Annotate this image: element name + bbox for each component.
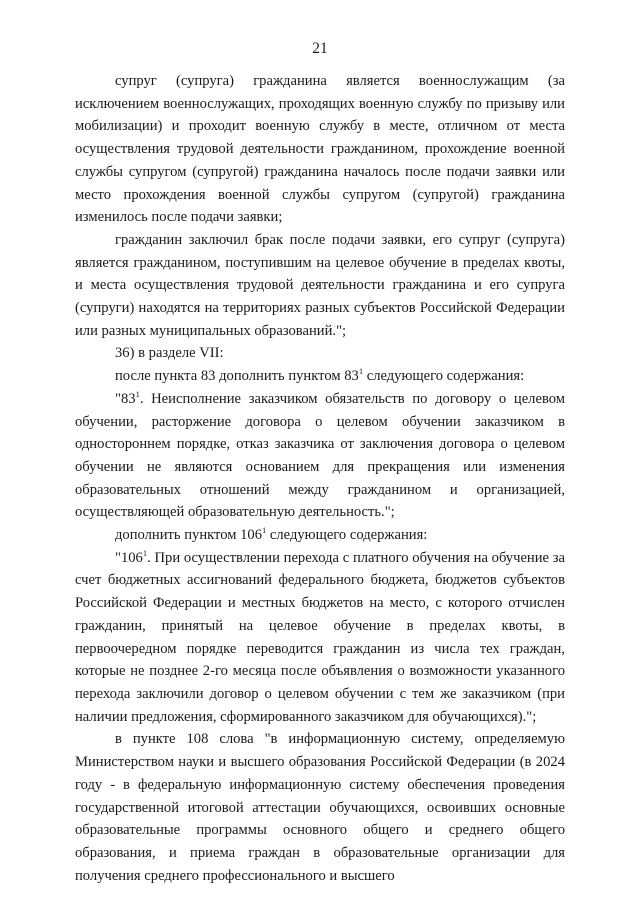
paragraph-point-83-1-text bbox=[75, 388, 565, 524]
paragraph-point-108-amendment: в пункте 108 слова "в информационную систему, определяемую Министерством науки и высшего образования Российской Федерации (в 2024 году - в федеральную информационную систему обеспечения проведения государственной итоговой аттестации обучающихся, освоивших основные образовательные программы основного общего и среднего общего образования, и приема граждан в образовательные организации для получения среднего профессионального и высшего bbox=[75, 731, 565, 884]
paragraph-text-after-sup: следующего содержания: bbox=[266, 527, 428, 544]
superscript-index: 1 bbox=[142, 547, 148, 558]
paragraph-add-point-83-1 bbox=[75, 365, 565, 388]
paragraph-add-point-106-1 bbox=[75, 524, 565, 547]
superscript-index: 1 bbox=[358, 366, 364, 377]
paragraph-text-before-sup: "106 bbox=[115, 549, 143, 566]
paragraph-text-before-sup: после пункта 83 дополнить пунктом 83 bbox=[115, 368, 359, 385]
superscript-index: 1 bbox=[262, 525, 267, 536]
paragraph-text-after-sup: следующего содержания: bbox=[363, 368, 525, 385]
paragraph-section-vii: 36) в разделе VII: bbox=[115, 345, 224, 362]
paragraph-text-after-sup: . При осуществлении перехода с платного обучения на обучение за счет бюджетных ассигнований федерального бюджета, бюджетов субъектов Российской Федерации и местных бюджетов на место, с которого отчислен гражданин, принятый на целевое обучение в пределах квоты, в первоочередном порядке переводится гражданин из числа тех граждан, которые не позднее 2-го месяца после объявления о возможности указанного перехода заключили договор о целевом обучении с тем же заказчиком (при наличии предложения, сформированного заказчиком для обучающихся)."; bbox=[75, 549, 565, 725]
paragraph-spouse-military: супруг (супруга) гражданина является военнослужащим (за исключением военнослужащих, проходящих военную службу по призыву или мобилизации) и проходит военную службу в месте, отличном от места осуществления трудовой деятельности гражданином, прохождение военной службы супругом (супругой) гражданина началось после подачи заявки или место прохождения военной службы супругом (супругой) гражданина изменилось после подачи заявки; bbox=[75, 73, 565, 226]
paragraph-text-before-sup: "83 bbox=[115, 390, 136, 407]
superscript-index: 1 bbox=[135, 388, 140, 399]
body-text bbox=[75, 70, 565, 887]
paragraph-text-after-sup: . Неисполнение заказчиком обязательств по договору о целевом обучении, расторжение договора о целевом обучении заказчиком в одностороннем порядке, отказ заказчика от заключения договора о целевом обучении не являются основанием для прекращения или изменения образовательных отношений между гражданином и организацией, осуществляющей образовательную деятельность."; bbox=[75, 390, 565, 521]
page-number: 21 bbox=[312, 40, 328, 57]
paragraph-point-106-1-text bbox=[75, 547, 565, 729]
paragraph-text-before-sup: дополнить пунктом 106 bbox=[115, 527, 263, 544]
paragraph-marriage-after-application: гражданин заключил брак после подачи заявки, его супруг (супруга) является гражданином, поступившим на целевое обучение в пределах квоты, и места осуществления трудовой деятельности гражданина и его супруга (супруги) находятся на территориях разных субъектов Российской Федерации или разных муниципальных образований."; bbox=[75, 231, 565, 339]
